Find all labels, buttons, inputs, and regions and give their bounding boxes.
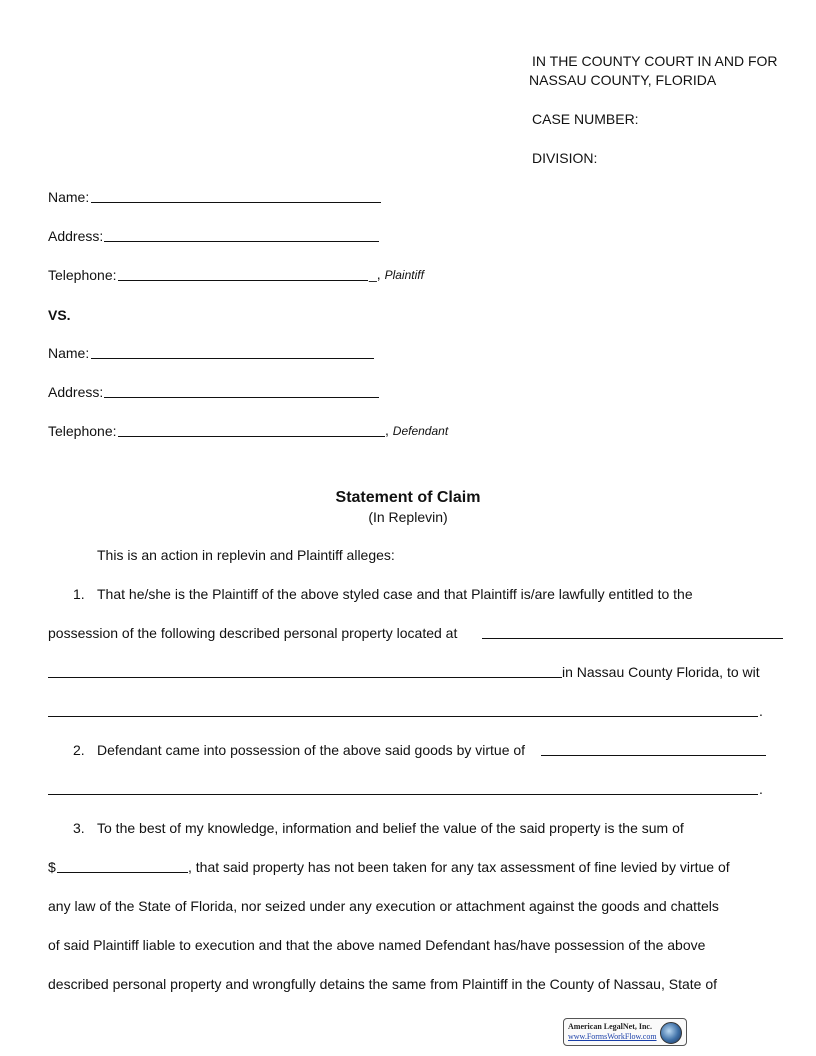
paragraph-3-line-4: of said Plaintiff liable to execution and that the above named Defendant has/have possession of the above [48,937,706,953]
paragraph-3-line-3: any law of the State of Florida, nor seized under any execution or attachment against the goods and chattels [48,898,719,914]
paragraph-1-line-2: possession of the following described personal property located at [48,625,458,641]
paragraph-1-line-1: That he/she is the Plaintiff of the above styled case and that Plaintiff is/are lawfully entitled to the [97,586,693,602]
property-location-field[interactable] [482,638,783,639]
possession-means-field-2[interactable] [48,794,758,795]
plaintiff-name-field[interactable] [91,202,381,203]
case-number-label: CASE NUMBER: [532,111,639,127]
property-value-field[interactable] [57,872,188,873]
paragraph-3-number: 3. [73,820,85,836]
dollar-sign: $ [48,859,56,875]
paragraph-3-line-2-tail: , that said property has not been taken for any tax assessment of fine levied by virtue of [188,859,730,875]
document-title: Statement of Claim [335,489,481,506]
plaintiff-telephone-label: Telephone: [48,267,117,283]
logo-line-1: American LegalNet, Inc. [568,1022,652,1031]
period-2: . [759,781,763,797]
plaintiff-role [369,265,424,284]
defendant-address-field[interactable] [104,397,379,398]
plaintiff-role-label: Plaintiff [384,268,424,282]
paragraph-3-line-5: described personal property and wrongfully detains the same from Plaintiff in the County of Nassau, State of [48,976,717,992]
paragraph-1-number: 1. [73,586,85,602]
plaintiff-address-label: Address: [48,228,104,244]
intro-paragraph: This is an action in replevin and Plaintiff alleges: [97,547,395,563]
document-subtitle: (In Replevin) [368,509,448,525]
globe-icon [660,1022,682,1044]
period-1: . [759,703,763,719]
defendant-role-label: Defendant [392,424,449,438]
paragraph-3-line-1: To the best of my knowledge, information and belief the value of the said property is the sum of [97,820,684,836]
paragraph-2-line-1: Defendant came into possession of the above said goods by virtue of [97,742,526,758]
plaintiff-address-field[interactable] [104,241,379,242]
defendant-telephone-field[interactable] [118,436,385,437]
paragraph-2-number: 2. [73,742,85,758]
property-location-field-2[interactable] [48,677,562,678]
defendant-address-label: Address: [48,384,104,400]
defendant-role [385,421,448,440]
vs-label: VS. [48,307,71,323]
plaintiff-name-label: Name: [48,189,90,205]
defendant-telephone-label: Telephone: [48,423,117,439]
plaintiff-telephone-field[interactable] [118,280,368,281]
possession-means-field[interactable] [541,755,766,756]
paragraph-1-line-3-tail: in Nassau County Florida, to wit [562,664,760,680]
defendant-trail: , [385,422,393,438]
logo-line-2: www.FormsWorkFlow.com [568,1032,657,1041]
court-line-1: IN THE COUNTY COURT IN AND FOR [532,53,778,69]
american-legalnet-logo[interactable] [563,1018,687,1046]
division-label: DIVISION: [532,150,598,166]
court-line-2: NASSAU COUNTY, FLORIDA [529,72,717,88]
defendant-name-field[interactable] [91,358,374,359]
property-description-field[interactable] [48,716,758,717]
defendant-name-label: Name: [48,345,90,361]
plaintiff-trail: _, [369,266,385,282]
